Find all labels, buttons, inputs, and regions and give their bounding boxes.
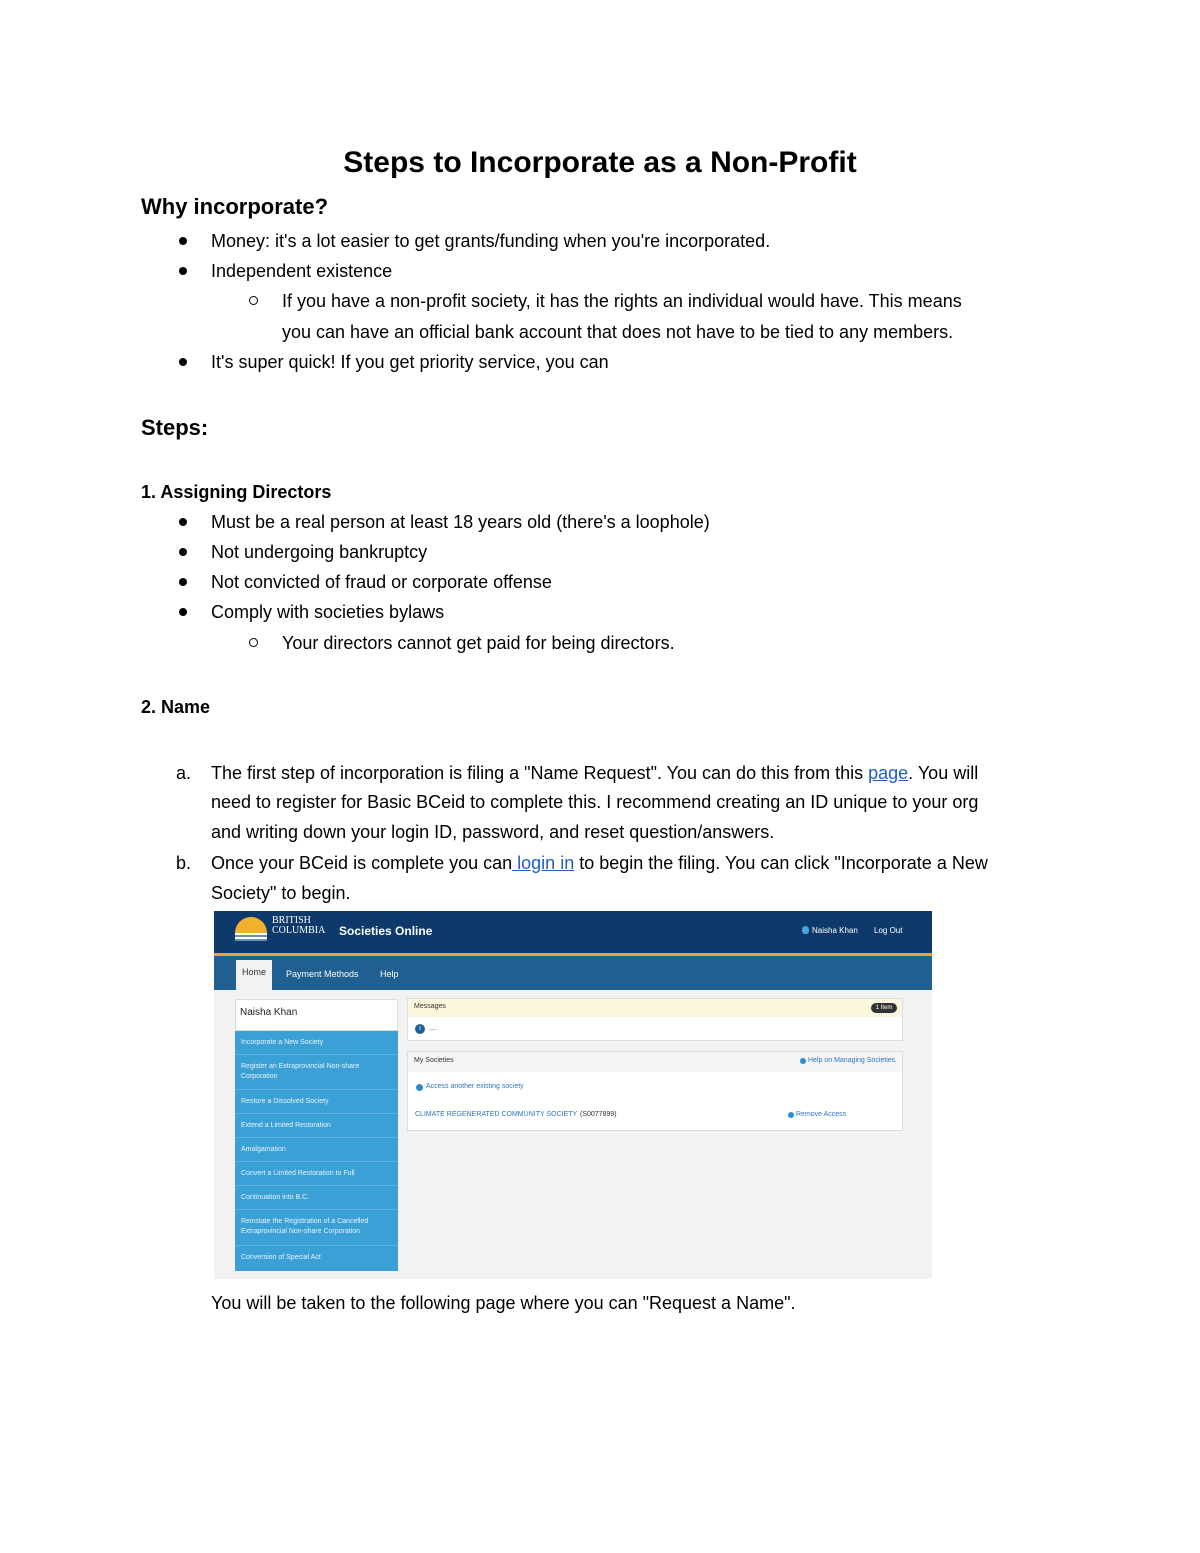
- user-icon: [802, 926, 809, 934]
- sidebar-divider: [235, 1161, 398, 1162]
- sidebar-item-special-act[interactable]: Conversion of Special Act: [241, 1254, 321, 1261]
- header-user-name: Naisha Khan: [812, 926, 858, 935]
- bullet-icon: [179, 267, 187, 275]
- plus-circle-icon: [416, 1084, 423, 1091]
- messages-text: ....: [429, 1025, 437, 1032]
- sidebar-item-register-extraprovincial[interactable]: Register an Extraprovincial Non-share Corporation: [241, 1063, 360, 1080]
- why-heading: Why incorporate?: [141, 194, 329, 219]
- sidebar-item-restore[interactable]: Restore a Dissolved Society: [241, 1098, 329, 1105]
- bullet-icon: [179, 548, 187, 556]
- step1-item-bankruptcy: Not undergoing bankruptcy: [211, 542, 428, 562]
- sidebar-user-name: Naisha Khan: [240, 1007, 298, 1018]
- why-item-existence: Independent existence: [211, 261, 393, 281]
- nav-tab-payment-methods[interactable]: Payment Methods: [286, 969, 359, 979]
- sub-bullet-icon: [249, 638, 258, 647]
- sidebar-item-convert-restoration[interactable]: Convert a Limited Restoration to Full: [241, 1170, 355, 1177]
- my-societies-label: My Societies: [414, 1057, 454, 1064]
- bullet-icon: [179, 578, 187, 586]
- nav-tab-home[interactable]: Home: [236, 960, 272, 990]
- nav-tab-help[interactable]: Help: [380, 969, 399, 979]
- sidebar-item-amalgamation[interactable]: Amalgamation: [241, 1146, 286, 1153]
- bc-waves-logo-icon: [235, 933, 267, 941]
- messages-panel-header: [408, 999, 902, 1017]
- logout-link[interactable]: Log Out: [874, 926, 903, 935]
- page-link[interactable]: page: [868, 763, 909, 783]
- bc-logo-text: BRITISH COLUMBIA: [272, 915, 326, 936]
- sidebar-divider: [235, 1245, 398, 1246]
- sidebar-item-extend-restoration[interactable]: Extend a Limited Restoration: [241, 1122, 331, 1129]
- messages-label: Messages: [414, 1003, 446, 1010]
- step2-b-line2: Society" to begin.: [211, 883, 351, 903]
- remove-access-link[interactable]: Remove Access: [796, 1111, 847, 1118]
- list-marker-a: a.: [176, 763, 192, 783]
- info-icon: i: [415, 1024, 425, 1034]
- why-subitem-line2: you can have an official bank account that does not have to be tied to any members.: [282, 322, 954, 342]
- why-item-quick: It's super quick! If you get priority service, you can: [211, 352, 609, 372]
- sidebar-divider: [235, 1209, 398, 1210]
- sidebar-item-continuation[interactable]: Continuation into B.C.: [241, 1194, 310, 1201]
- sub-bullet-icon: [249, 296, 258, 305]
- list-marker-b: b.: [176, 853, 192, 873]
- remove-circle-icon: [788, 1112, 794, 1118]
- bullet-icon: [179, 237, 187, 245]
- login-link[interactable]: login in: [512, 853, 575, 873]
- why-subitem-line1: If you have a non-profit society, it has the rights an individual would have. This means: [282, 291, 962, 311]
- why-item-money: Money: it's a lot easier to get grants/funding when you're incorporated.: [211, 231, 771, 251]
- society-id: (S0077899): [580, 1111, 617, 1118]
- sidebar-divider: [235, 1054, 398, 1055]
- sidebar-item-incorporate[interactable]: Incorporate a New Society: [241, 1039, 324, 1046]
- page-title: Steps to Incorporate as a Non-Profit: [343, 146, 857, 179]
- sidebar-divider: [235, 1185, 398, 1186]
- step1-heading: 1. Assigning Directors: [141, 482, 332, 502]
- society-name-link[interactable]: CLIMATE REGENERATED COMMUNITY SOCIETY: [415, 1111, 578, 1118]
- step2-a-line1: The first step of incorporation is filing a "Name Request". You can do this from this page. You will: [211, 763, 979, 783]
- app-title: Societies Online: [339, 924, 433, 938]
- sidebar-divider: [235, 1137, 398, 1138]
- messages-count-badge: 1 Item: [871, 1003, 897, 1013]
- societies-online-screenshot: [214, 911, 932, 1279]
- help-managing-link[interactable]: Help on Managing Societies: [808, 1057, 896, 1064]
- sidebar-divider: [235, 1089, 398, 1090]
- step1-item-bylaws: Comply with societies bylaws: [211, 602, 445, 622]
- access-society-link[interactable]: Access another existing society: [426, 1083, 524, 1090]
- sidebar-divider: [235, 1113, 398, 1114]
- step2-a-line2: need to register for Basic BCeid to complete this. I recommend creating an ID unique to your org: [211, 792, 979, 812]
- step2-b-line1: Once your BCeid is complete you can login in to begin the filing. You can click "Incorporate a New: [211, 853, 988, 873]
- bullet-icon: [179, 518, 187, 526]
- after-image-text: You will be taken to the following page where you can "Request a Name".: [211, 1293, 796, 1313]
- step2-a-line3: and writing down your login ID, password, and reset question/answers.: [211, 822, 775, 842]
- step1-item-fraud: Not convicted of fraud or corporate offense: [211, 572, 552, 592]
- help-circle-icon: [800, 1058, 806, 1064]
- steps-heading: Steps:: [141, 415, 209, 440]
- sidebar-item-reinstate[interactable]: Reinstate the Registration of a Cancelled Extraprovincial Non-share Corporation: [241, 1218, 369, 1235]
- bullet-icon: [179, 358, 187, 366]
- step2-heading: 2. Name: [141, 697, 211, 717]
- step1-subitem-pay: Your directors cannot get paid for being directors.: [282, 633, 675, 653]
- step1-item-age: Must be a real person at least 18 years old (there's a loophole): [211, 512, 710, 532]
- bullet-icon: [179, 608, 187, 616]
